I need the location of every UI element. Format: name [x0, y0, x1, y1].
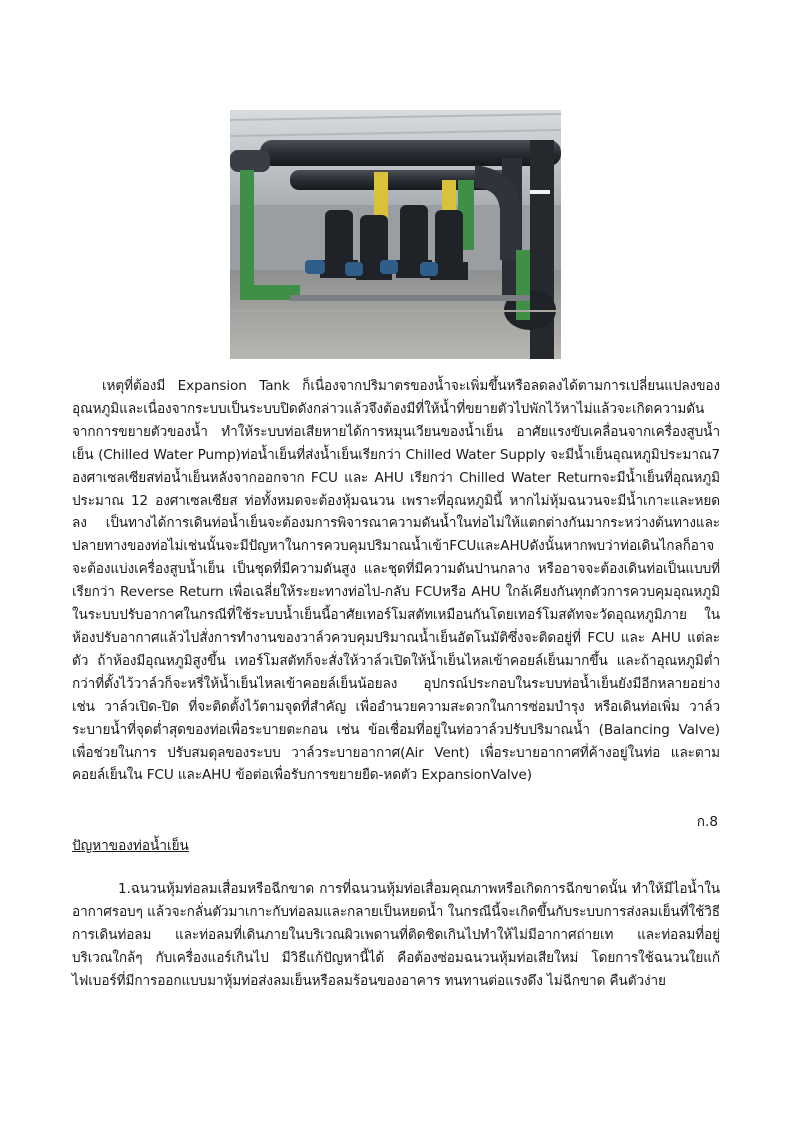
body-paragraph-duct-insulation: 1.ฉนวนหุ้มท่อลมเสื่อมหรือฉีกขาด การที่ฉนวนหุ้มท่อเสื่อมคุณภาพหรือเกิดการฉีกขาดนั้น ทำให้มีไอน้ำในอากาศรอบๆ แล้วจะกลั่นตัวมาเกาะกับท่อลมและกลายเป็นหยดน้ำ ในกรณีนี้จะเกิดขึ้นกับระบบการส่งลมเย็นที่ใช้วิธีการเดินท่อลม และท่อลมที่เดินภายในบริเวณผิวเพดานที่ติดชิดเกินไปทำให้ไม่มีอากาศถ่ายเท และท่อลมที่อยู่บริเวณใกล้ๆ กับเครื่องแอร์เกินไป มีวิธีแก้ปัญหานี้ได้ คือต้องซ่อมฉนวนหุ้มท่อเสียใหม่ โดยการใช้ฉนวนใยแก้ไฟเบอร์ที่มีการออกแบบมาหุ้มท่อส่งลมเย็นหรือลมร้อนของอาคาร ทนทานต่อแรงดึง ไม่ฉีกขาด คืนตัวง่าย — [72, 881, 720, 989]
page-number: ก.8 — [696, 814, 718, 830]
pump-room-illustration — [230, 110, 561, 359]
body-paragraph-expansion-tank: เหตุที่ต้องมี Expansion Tank ก็เนื่องจากปริมาตรของน้ำจะเพิ่มขึ้นหรือลดลงได้ตามการเปลี่ยนแปลงของอุณหภูมิและเนื่องจากระบบเป็นระบบปิดดังกล่าวแล้วจึงต้องมีที่ให้น้ำที่ขยายตัวไปพักไว้หาไม่แล้วจะเกิดความดัน จากการขยายตัวของน้ำ ทำให้ระบบท่อเสียหายได้การหมุนเวียนของน้ำเย็น อาศัยแรงขับเคลื่อนจากเครื่องสูบน้ำเย็น (Chilled Water Pump)ท่อน้ำเย็นที่ส่งน้ำเย็นเรียกว่า Chilled Water Supply จะมีน้ำเย็นอุณหภูมิประมาณ7 องศาเซลเซียสท่อน้ำเย็นหลังจากออกจาก FCU และ AHU เรียกว่า Chilled Water Returnจะมีน้ำเย็นที่อุณหภูมิ ประมาณ 12 องศาเซลเซียส ท่อทั้งหมดจะต้องหุ้มฉนวน เพราะที่อุณหภูมินี้ หากไม่หุ้มฉนวนจะมีน้ำเกาะและหยดลง เป็นทางได้การเดินท่อน้ำเย็นจะต้องมการพิจารณาความดันน้ำในท่อไม่ให้แตกต่างกันมากระหว่างต้นทางและปลายทางของท่อไม่เช่นนั้นจะมีปัญหาในการควบคุมปริมาณน้ำเข้าFCUและAHUดังนั้นหากพบว่าท่อเดินไกลก็อาจจะต้องแบ่งเครื่องสูบน้ำเย็น เป็นชุดที่มีความดันสูง และชุดที่มีความดันปานกลาง หรืออาจจะต้องเดินท่อเป็นแบบที่เรียกว่า Reverse Return เพื่อเฉลี่ยให้ระยะทางท่อไป-กลับ FCUหรือ AHU ใกล้เคียงกันทุกตัวการควบคุมอุณหภูมิในระบบปรับอากาศในกรณีที่ใช้ระบบน้ำเย็นนี้อาศัยเทอร์โมสตัทเหมือนกันโดยเทอร์โมสตัทจะวัดอุณหภูมิภาย ในห้องปรับอากาศแล้วไปสั่งการทำงานของวาล์วควบคุมปริมาณน้ำเย็นอัตโนมัติซึ่งจะติดอยู่ที่ FCU และ AHU แต่ละตัว ถ้าห้องมีอุณหภูมิสูงขึ้น เทอร์โมสตัทก็จะสั่งให้วาล์วเปิดให้น้ำเย็นไหลเข้าคอยล์เย็นมากขึ้น และถ้าอุณหภูมิต่ำกว่าที่ตั้งไว้วาล์วก็จะหรี่ให้น้ำเย็นไหลเข้าคอยล์เย็นน้อยลง อุปกรณ์ประกอบในระบบท่อน้ำเย็นยังมีอีกหลายอย่างเช่น วาล์วเปิด-ปิด ที่จะติดตั้งไว้ตามจุดที่สำคัญ เพื่ออำนวยความสะดวกในการซ่อมบำรุง หรือเดินท่อเพิ่ม วาล์วระบายน้ำที่จุดต่ำสุดของท่อเพื่อระบายตะกอน เช่น ข้อเชื่อมที่อยู่ในท่อวาล์วปรับปริมาณน้ำ (Balancing Valve) เพื่อช่วยในการ ปรับสมดุลของระบบ วาล์วระบายอากาศ(Air Vent) เพื่อระบายอากาศที่ค้างอยู่ในท่อ และตามคอยล์เย็นใน FCU และAHU ข้อต่อเพื่อรับการขยายยืด-หดตัว ExpansionValve) — [72, 378, 720, 784]
chilled-water-pump-room-photo — [230, 110, 561, 359]
section-heading: ปัญหาของท่อน้ำเย็น — [72, 838, 189, 854]
